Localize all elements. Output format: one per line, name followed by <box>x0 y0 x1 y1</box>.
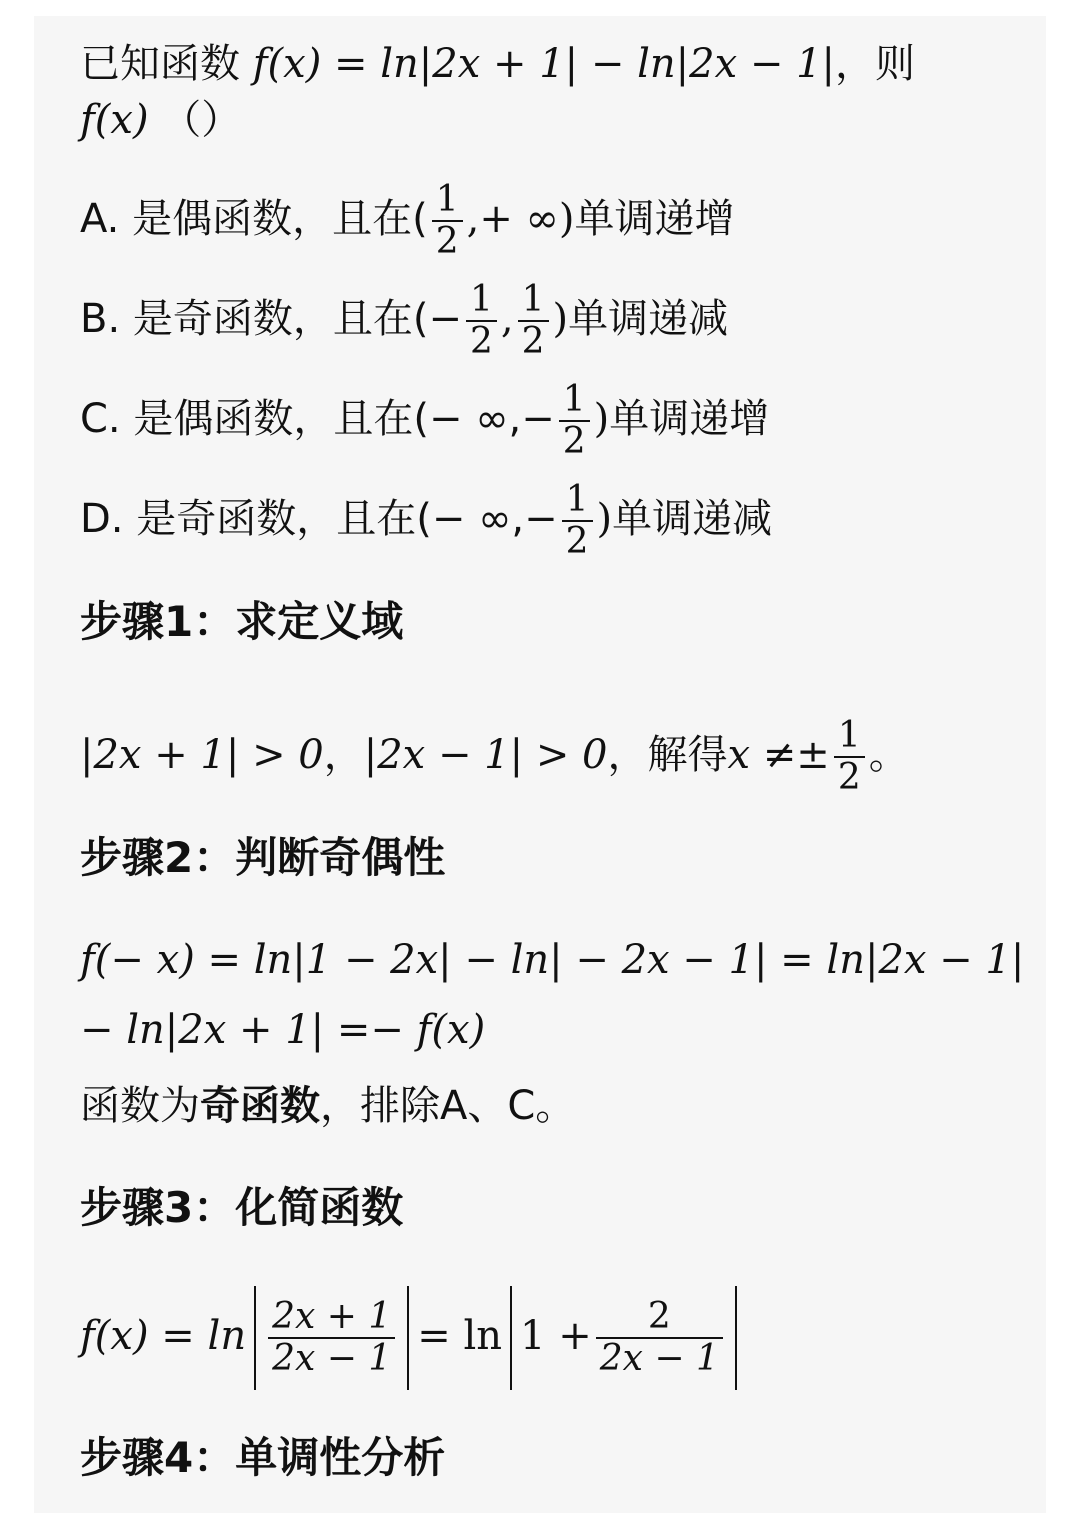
fraction <box>559 380 590 462</box>
fraction <box>466 280 497 362</box>
abs-bar <box>407 1286 409 1390</box>
conclusion-text-end: ，排除A、C。 <box>320 1083 576 1129</box>
conclusion-bold: 奇函数 <box>200 1083 320 1129</box>
question-line2 <box>80 96 241 144</box>
content-card <box>34 16 1046 1513</box>
formula-mid: = ln <box>417 1313 503 1359</box>
step-2-title: 步骤2：判断奇偶性 <box>80 833 446 882</box>
fraction-denominator: 2 <box>837 757 861 798</box>
period: 。 <box>868 732 909 778</box>
fraction-numerator: 1 <box>432 180 463 222</box>
option-interval-end: ) <box>552 296 569 342</box>
fraction <box>432 180 463 262</box>
option-suffix: 单调递增 <box>609 396 770 442</box>
fraction <box>834 716 865 798</box>
option-b <box>80 280 728 362</box>
option-prefix: 是偶函数，且在(− ∞,− <box>133 396 555 442</box>
abs-bar <box>735 1286 737 1390</box>
option-label: A. <box>80 196 120 242</box>
parity-conclusion <box>80 1082 575 1130</box>
step-1-body <box>80 716 909 798</box>
option-prefix: 是偶函数，且在( <box>132 196 428 242</box>
fraction-denominator: 2 <box>565 521 589 562</box>
step-4-title: 步骤4：单调性分析 <box>80 1433 446 1482</box>
abs-bar <box>510 1286 512 1390</box>
option-prefix: 是奇函数，且在(− ∞,− <box>136 496 558 542</box>
fraction-numerator: 1 <box>466 280 497 322</box>
fraction-denominator: 2x − 1 <box>599 1338 719 1379</box>
fraction-numerator: 1 <box>834 716 865 758</box>
separator: ， <box>323 732 364 778</box>
fraction-numerator: 1 <box>559 380 590 422</box>
fraction-numerator: 1 <box>518 280 549 322</box>
conclusion-text: 函数为 <box>80 1083 200 1129</box>
option-interval-end: ,+ ∞) <box>466 196 575 242</box>
domain-inequality-1: |2x + 1| > 0 <box>80 732 324 778</box>
fraction <box>562 480 593 562</box>
domain-inequality-2: |2x − 1| > 0 <box>363 732 608 778</box>
option-suffix: 单调递减 <box>568 296 729 342</box>
solve-text: ，解得 <box>607 732 728 778</box>
option-label: B. <box>80 296 121 342</box>
option-c <box>80 380 769 462</box>
stem-formula: f(x) = ln|2x + 1| − ln|2x − 1| <box>252 41 836 87</box>
fraction-denominator: 2 <box>435 221 459 262</box>
option-label: D. <box>80 496 124 542</box>
option-d <box>80 480 772 562</box>
domain-result: x ≠± <box>727 732 830 778</box>
fraction-denominator: 2 <box>470 321 493 362</box>
option-comma: , <box>500 296 514 342</box>
fraction-denominator: 2 <box>562 421 586 462</box>
option-suffix: 单调递增 <box>574 196 735 242</box>
fraction <box>268 1297 395 1379</box>
answer-paren: （） <box>161 97 242 143</box>
abs-bar <box>254 1286 256 1390</box>
option-label: C. <box>80 396 121 442</box>
fraction-denominator: 2x − 1 <box>272 1338 392 1379</box>
step-3-title: 步骤3：化简函数 <box>80 1183 404 1232</box>
simplified-formula <box>80 1284 745 1390</box>
fraction-numerator: 2 <box>596 1297 723 1339</box>
option-suffix: 单调递减 <box>612 496 773 542</box>
fraction <box>518 280 549 362</box>
line2-formula: f(x) <box>80 97 149 143</box>
question-stem <box>80 40 915 88</box>
option-interval-end: ) <box>596 496 613 542</box>
formula-one-plus: 1 + <box>520 1313 592 1359</box>
parity-formula-line-2: − ln|2x + 1| =− f(x) <box>80 1007 486 1053</box>
parity-formula-line-1: f(− x) = ln|1 − 2x| − ln| − 2x − 1| = ln|2x − 1| <box>80 937 1025 983</box>
fraction-numerator: 1 <box>562 480 593 522</box>
option-interval-end: ) <box>593 396 610 442</box>
fraction-denominator: 2 <box>521 321 545 362</box>
option-a <box>80 180 734 262</box>
option-prefix: 是奇函数，且在(− <box>132 296 462 342</box>
fraction-numerator: 2x + 1 <box>268 1297 395 1339</box>
fraction <box>596 1297 723 1379</box>
formula-lhs: f(x) = ln <box>80 1313 247 1359</box>
stem-suffix: ，则 <box>835 41 916 87</box>
stem-prefix: 已知函数 <box>80 41 240 87</box>
step-1-title: 步骤1：求定义域 <box>80 597 404 646</box>
